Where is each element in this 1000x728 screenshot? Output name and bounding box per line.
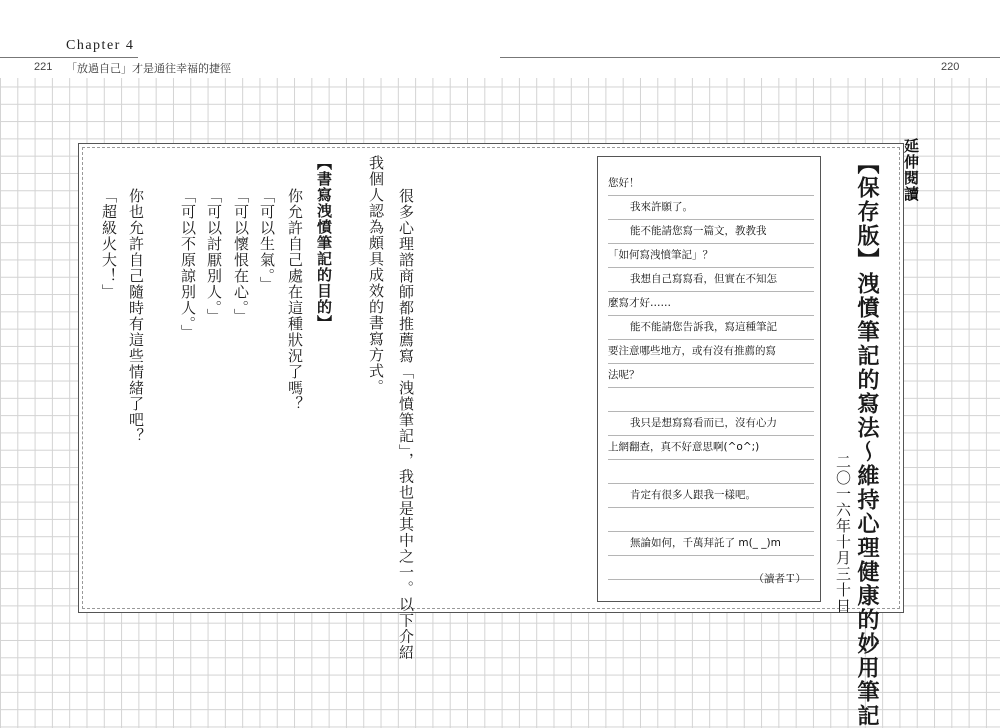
intro-line: 我個人認為頗具成效的書寫方式。 xyxy=(367,155,385,395)
chapter-title: 「放過自己」才是通往幸福的捷徑 xyxy=(66,62,231,75)
article-date: 二〇一六年十月三十日 xyxy=(834,454,852,614)
list-item: 「可以討厭別人。」 xyxy=(205,188,223,325)
page-number-right: 220 xyxy=(941,61,960,73)
letter-line: 我只是想寫寫看而已，沒有心力 xyxy=(608,411,814,436)
letter-line: 麼寫才好…… xyxy=(608,291,814,316)
header-rule-left xyxy=(0,57,138,58)
reader-letter xyxy=(597,156,821,602)
letter-line: 肯定有很多人跟我一樣吧。 xyxy=(608,483,814,508)
letter-line: 上網翻查，真不好意思啊(^o^;) xyxy=(608,435,814,460)
letter-line xyxy=(608,459,814,484)
body-line: 你允許自己處在這種狀況了嗎？ xyxy=(286,188,304,412)
article-title: 【保存版】洩憤筆記的寫法～維持心理健康的妙用筆記 xyxy=(854,152,880,728)
letter-line: 能不能請您告訴我，寫這種筆記 xyxy=(608,315,814,340)
letter-line xyxy=(608,387,814,412)
letter-signature: （讀者Ｔ） xyxy=(753,573,806,585)
list-item: 「可以不原諒別人。」 xyxy=(179,188,197,341)
page-number-left: 221 xyxy=(34,61,53,73)
letter-line: 我想自己寫寫看，但實在不知怎 xyxy=(608,267,814,292)
letter-line: 無論如何，千萬拜託了 m(_ _)m xyxy=(608,531,814,556)
letter-line: 「如何寫洩憤筆記」？ xyxy=(608,243,814,268)
chapter-label: Chapter 4 xyxy=(66,38,135,53)
letter-line xyxy=(608,507,814,532)
letter-line: 能不能請您寫一篇文，教教我 xyxy=(608,219,814,244)
list-item: 「可以懷恨在心。」 xyxy=(232,188,250,325)
body-line: 你也允許自己隨時有這些情緒了吧？ xyxy=(127,188,145,444)
list-item: 「可以生氣。」 xyxy=(258,188,276,293)
letter-line: 要注意哪些地方，或有沒有推薦的寫 xyxy=(608,339,814,364)
letter-line: 法呢？ xyxy=(608,363,814,388)
letter-line: 我來許願了。 xyxy=(608,195,814,220)
subheading: 【書寫洩憤筆記的目的】 xyxy=(315,155,333,331)
section-label: 延伸閱讀 xyxy=(902,138,920,202)
body-line: 「超級火大！」 xyxy=(100,188,118,300)
intro-line: 很多心理諮商師都推薦寫「洩憤筆記」，我也是其中之一。以下介紹 xyxy=(397,188,415,661)
letter-line: 您好！ xyxy=(608,171,814,196)
header-rule-right xyxy=(500,57,1000,58)
